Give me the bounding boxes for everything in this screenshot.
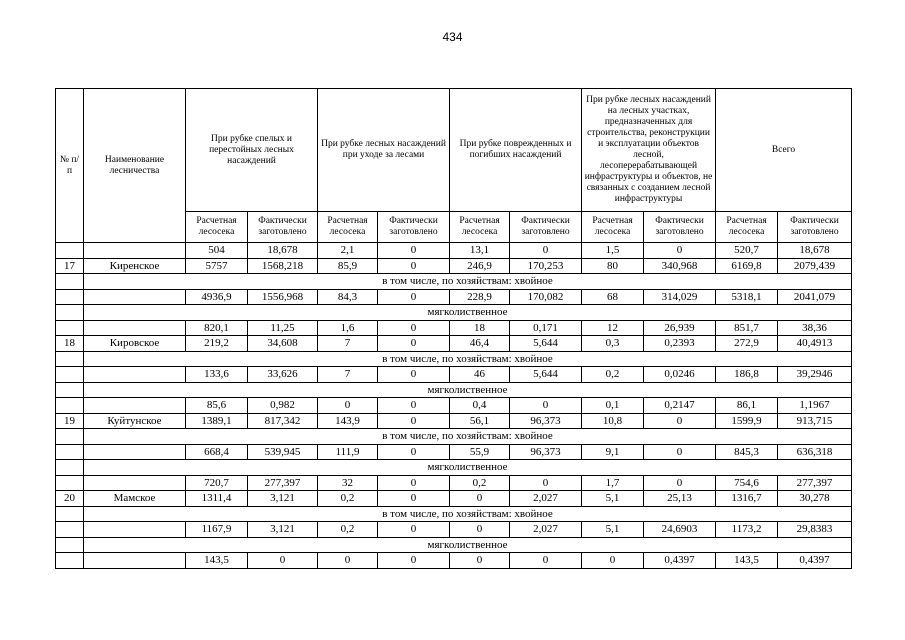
table-header xyxy=(56,89,852,243)
forestry-name xyxy=(84,553,186,569)
value-cell: 18,678 xyxy=(778,243,852,259)
value-cell: 504 xyxy=(186,243,248,259)
header-group-2: При рубке лесных насаждений при уходе за лесами xyxy=(318,89,450,212)
value-cell: 7 xyxy=(318,367,378,383)
value-cell: 6169,8 xyxy=(716,258,778,274)
value-cell: 0 xyxy=(510,243,582,259)
header-sub-estimated: Расчетная лесосека xyxy=(186,212,248,243)
row-number xyxy=(56,475,84,491)
value-cell: 29,8383 xyxy=(778,522,852,538)
header-sub-estimated: Расчетная лесосека xyxy=(582,212,644,243)
row-number xyxy=(56,367,84,383)
value-cell: 9,1 xyxy=(582,444,644,460)
value-cell: 5,644 xyxy=(510,336,582,352)
value-cell: 18 xyxy=(450,320,510,336)
value-cell: 0 xyxy=(378,336,450,352)
table-row xyxy=(56,553,852,569)
value-cell: 0 xyxy=(450,491,510,507)
header-group-5: Всего xyxy=(716,89,852,212)
value-cell: 1173,2 xyxy=(716,522,778,538)
header-group-4: При рубке лесных насаждений на лесных участках, предназначенных для строительства, реконструкции и эксплуатации объектов лесной, лесоперерабатывающей инфраструктуры и объектов, не связанных с созданием лесной инфраструктуры xyxy=(582,89,716,212)
row-number xyxy=(56,398,84,414)
value-cell: 3,121 xyxy=(248,491,318,507)
value-cell: 0,4397 xyxy=(644,553,716,569)
value-cell: 1,1967 xyxy=(778,398,852,414)
value-cell: 0,0246 xyxy=(644,367,716,383)
value-cell: 0 xyxy=(644,243,716,259)
forestry-name xyxy=(84,320,186,336)
value-cell: 277,397 xyxy=(248,475,318,491)
row-number: 20 xyxy=(56,491,84,507)
value-cell: 0 xyxy=(318,553,378,569)
value-cell: 0 xyxy=(378,243,450,259)
category-label: в том числе, по хозяйствам: хвойное xyxy=(84,351,852,367)
header-sub-estimated: Расчетная лесосека xyxy=(318,212,378,243)
value-cell: 913,715 xyxy=(778,413,852,429)
forestry-name xyxy=(84,289,186,305)
value-cell: 80 xyxy=(582,258,644,274)
value-cell: 0,2 xyxy=(318,491,378,507)
header-sub-estimated: Расчетная лесосека xyxy=(716,212,778,243)
value-cell: 0 xyxy=(510,475,582,491)
value-cell: 277,397 xyxy=(778,475,852,491)
header-sub-actual: Фактически заготовлено xyxy=(378,212,450,243)
value-cell: 0 xyxy=(248,553,318,569)
value-cell: 143,9 xyxy=(318,413,378,429)
header-group-3: При рубке поврежденных и погибших насаждений xyxy=(450,89,582,212)
value-cell: 68 xyxy=(582,289,644,305)
empty-cell xyxy=(56,382,84,398)
value-cell: 0,2393 xyxy=(644,336,716,352)
value-cell: 25,13 xyxy=(644,491,716,507)
value-cell: 314,029 xyxy=(644,289,716,305)
value-cell: 4936,9 xyxy=(186,289,248,305)
empty-cell xyxy=(56,429,84,445)
value-cell: 5757 xyxy=(186,258,248,274)
forestry-name: Куйтунское xyxy=(84,413,186,429)
value-cell: 55,9 xyxy=(450,444,510,460)
table-row xyxy=(56,491,852,507)
table-row xyxy=(56,320,852,336)
value-cell: 5,644 xyxy=(510,367,582,383)
value-cell: 1,6 xyxy=(318,320,378,336)
value-cell: 0 xyxy=(378,553,450,569)
table-row xyxy=(56,258,852,274)
value-cell: 0 xyxy=(378,491,450,507)
value-cell: 2079,439 xyxy=(778,258,852,274)
value-cell: 1167,9 xyxy=(186,522,248,538)
value-cell: 56,1 xyxy=(450,413,510,429)
value-cell: 0 xyxy=(450,522,510,538)
table-row xyxy=(56,413,852,429)
header-group-1: При рубке спелых и перестойных лесных насаждений xyxy=(186,89,318,212)
value-cell: 2041,079 xyxy=(778,289,852,305)
forestry-name xyxy=(84,243,186,259)
row-number xyxy=(56,320,84,336)
value-cell: 340,968 xyxy=(644,258,716,274)
forestry-name xyxy=(84,367,186,383)
category-label-row xyxy=(56,382,852,398)
header-sub-actual: Фактически заготовлено xyxy=(510,212,582,243)
value-cell: 5318,1 xyxy=(716,289,778,305)
value-cell: 0,3 xyxy=(582,336,644,352)
value-cell: 5,1 xyxy=(582,522,644,538)
value-cell: 0,982 xyxy=(248,398,318,414)
value-cell: 186,8 xyxy=(716,367,778,383)
value-cell: 0,2147 xyxy=(644,398,716,414)
row-number: 18 xyxy=(56,336,84,352)
category-label-row xyxy=(56,305,852,321)
row-number: 19 xyxy=(56,413,84,429)
value-cell: 0 xyxy=(378,289,450,305)
row-number xyxy=(56,522,84,538)
value-cell: 0 xyxy=(378,522,450,538)
value-cell: 0,2 xyxy=(582,367,644,383)
row-number xyxy=(56,444,84,460)
value-cell: 0,4397 xyxy=(778,553,852,569)
header-sub-estimated: Расчетная лесосека xyxy=(450,212,510,243)
value-cell: 0 xyxy=(378,258,450,274)
table-row xyxy=(56,367,852,383)
value-cell: 1389,1 xyxy=(186,413,248,429)
value-cell: 817,342 xyxy=(248,413,318,429)
header-sub-actual: Фактически заготовлено xyxy=(248,212,318,243)
value-cell: 0 xyxy=(378,320,450,336)
value-cell: 96,373 xyxy=(510,413,582,429)
table-row xyxy=(56,475,852,491)
page-number: 434 xyxy=(442,30,463,44)
value-cell: 0,4 xyxy=(450,398,510,414)
value-cell: 0 xyxy=(510,553,582,569)
value-cell: 30,278 xyxy=(778,491,852,507)
value-cell: 0 xyxy=(582,553,644,569)
forestry-name: Кировское xyxy=(84,336,186,352)
row-number xyxy=(56,289,84,305)
value-cell: 143,5 xyxy=(186,553,248,569)
forestry-name xyxy=(84,398,186,414)
value-cell: 2,027 xyxy=(510,491,582,507)
value-cell: 12 xyxy=(582,320,644,336)
value-cell: 85,6 xyxy=(186,398,248,414)
value-cell: 10,8 xyxy=(582,413,644,429)
value-cell: 0,2 xyxy=(450,475,510,491)
value-cell: 272,9 xyxy=(716,336,778,352)
category-label: мягколиственное xyxy=(84,537,852,553)
value-cell: 5,1 xyxy=(582,491,644,507)
value-cell: 0,171 xyxy=(510,320,582,336)
value-cell: 26,939 xyxy=(644,320,716,336)
value-cell: 46,4 xyxy=(450,336,510,352)
category-label: мягколиственное xyxy=(84,460,852,476)
value-cell: 520,7 xyxy=(716,243,778,259)
value-cell: 133,6 xyxy=(186,367,248,383)
value-cell: 24,6903 xyxy=(644,522,716,538)
value-cell: 0 xyxy=(378,475,450,491)
empty-cell xyxy=(56,351,84,367)
forestry-name xyxy=(84,444,186,460)
value-cell: 0 xyxy=(378,444,450,460)
row-number xyxy=(56,243,84,259)
value-cell: 0 xyxy=(378,398,450,414)
value-cell: 0,2 xyxy=(318,522,378,538)
value-cell: 246,9 xyxy=(450,258,510,274)
category-label: в том числе, по хозяйствам: хвойное xyxy=(84,429,852,445)
value-cell: 1599,9 xyxy=(716,413,778,429)
value-cell: 38,36 xyxy=(778,320,852,336)
value-cell: 13,1 xyxy=(450,243,510,259)
table-row xyxy=(56,522,852,538)
category-label-row xyxy=(56,351,852,367)
value-cell: 539,945 xyxy=(248,444,318,460)
value-cell: 0 xyxy=(378,413,450,429)
table-row xyxy=(56,444,852,460)
value-cell: 143,5 xyxy=(716,553,778,569)
value-cell: 1568,218 xyxy=(248,258,318,274)
value-cell: 33,626 xyxy=(248,367,318,383)
empty-cell xyxy=(56,506,84,522)
value-cell: 1,5 xyxy=(582,243,644,259)
category-label-row xyxy=(56,429,852,445)
value-cell: 720,7 xyxy=(186,475,248,491)
category-label-row xyxy=(56,460,852,476)
header-sub-actual: Фактически заготовлено xyxy=(778,212,852,243)
row-number xyxy=(56,553,84,569)
value-cell: 111,9 xyxy=(318,444,378,460)
value-cell: 0 xyxy=(644,444,716,460)
value-cell: 636,318 xyxy=(778,444,852,460)
value-cell: 1556,968 xyxy=(248,289,318,305)
value-cell: 18,678 xyxy=(248,243,318,259)
table-row xyxy=(56,336,852,352)
value-cell: 754,6 xyxy=(716,475,778,491)
category-label: в том числе, по хозяйствам: хвойное xyxy=(84,274,852,290)
table-row xyxy=(56,289,852,305)
value-cell: 39,2946 xyxy=(778,367,852,383)
value-cell: 40,4913 xyxy=(778,336,852,352)
value-cell: 96,373 xyxy=(510,444,582,460)
value-cell: 85,9 xyxy=(318,258,378,274)
value-cell: 84,3 xyxy=(318,289,378,305)
value-cell: 668,4 xyxy=(186,444,248,460)
empty-cell xyxy=(56,274,84,290)
value-cell: 228,9 xyxy=(450,289,510,305)
value-cell: 46 xyxy=(450,367,510,383)
category-label: мягколиственное xyxy=(84,305,852,321)
category-label: мягколиственное xyxy=(84,382,852,398)
header-num: № п/п xyxy=(56,89,84,243)
value-cell: 7 xyxy=(318,336,378,352)
value-cell: 11,25 xyxy=(248,320,318,336)
empty-cell xyxy=(56,460,84,476)
value-cell: 0 xyxy=(644,413,716,429)
value-cell: 0 xyxy=(510,398,582,414)
forestry-table xyxy=(55,88,852,569)
value-cell: 0 xyxy=(450,553,510,569)
value-cell: 820,1 xyxy=(186,320,248,336)
value-cell: 0 xyxy=(644,475,716,491)
header-name: Наименование лесничества xyxy=(84,89,186,243)
value-cell: 0,1 xyxy=(582,398,644,414)
forestry-name: Киренское xyxy=(84,258,186,274)
value-cell: 0 xyxy=(378,367,450,383)
value-cell: 32 xyxy=(318,475,378,491)
table-body xyxy=(56,243,852,569)
category-label-row xyxy=(56,274,852,290)
forestry-name xyxy=(84,522,186,538)
value-cell: 170,253 xyxy=(510,258,582,274)
header-sub-actual: Фактически заготовлено xyxy=(644,212,716,243)
value-cell: 34,608 xyxy=(248,336,318,352)
row-number: 17 xyxy=(56,258,84,274)
forestry-name: Мамское xyxy=(84,491,186,507)
value-cell: 845,3 xyxy=(716,444,778,460)
value-cell: 219,2 xyxy=(186,336,248,352)
table-row xyxy=(56,243,852,259)
category-label-row xyxy=(56,537,852,553)
forestry-name xyxy=(84,475,186,491)
category-label: в том числе, по хозяйствам: хвойное xyxy=(84,506,852,522)
empty-cell xyxy=(56,537,84,553)
value-cell: 851,7 xyxy=(716,320,778,336)
value-cell: 1,7 xyxy=(582,475,644,491)
value-cell: 86,1 xyxy=(716,398,778,414)
value-cell: 1316,7 xyxy=(716,491,778,507)
value-cell: 0 xyxy=(318,398,378,414)
value-cell: 2,1 xyxy=(318,243,378,259)
empty-cell xyxy=(56,305,84,321)
table-row xyxy=(56,398,852,414)
value-cell: 170,082 xyxy=(510,289,582,305)
value-cell: 1311,4 xyxy=(186,491,248,507)
value-cell: 3,121 xyxy=(248,522,318,538)
value-cell: 2,027 xyxy=(510,522,582,538)
category-label-row xyxy=(56,506,852,522)
